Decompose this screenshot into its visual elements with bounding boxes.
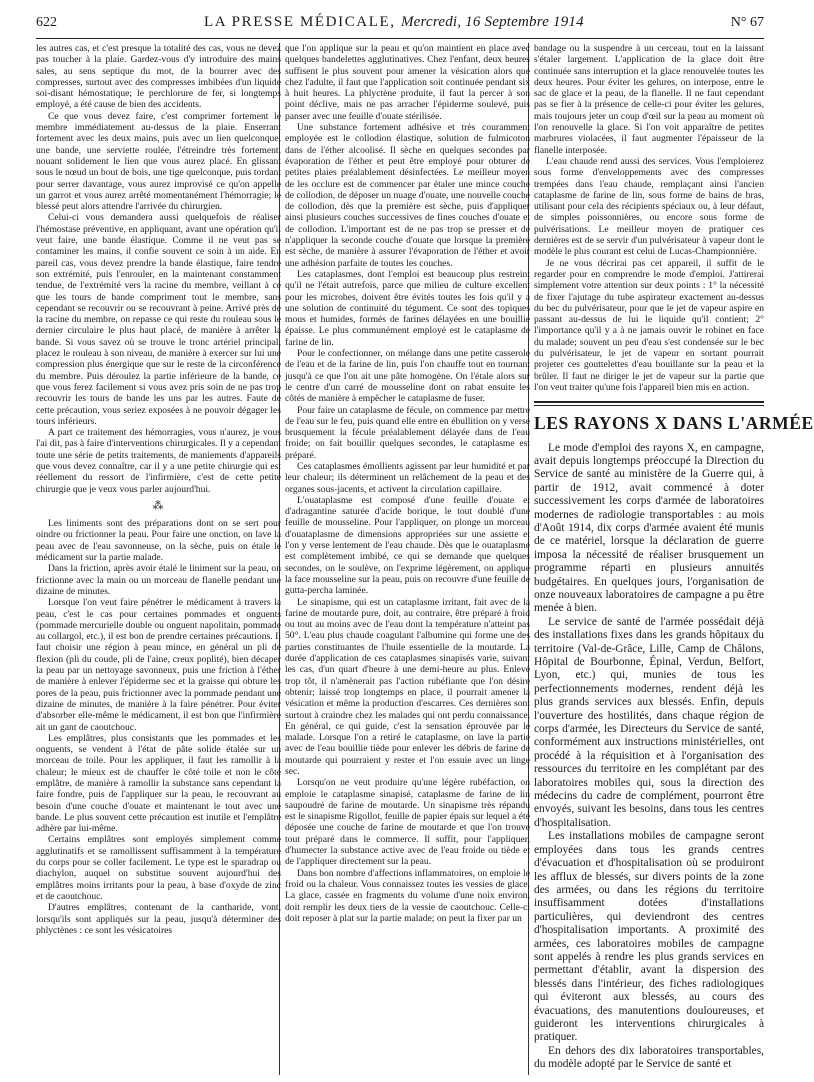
paragraph: Les cataplasmes, dont l'emploi est beaucoup plus restreint qu'il ne l'était autrefois, parce que milieu de culture excellent pour les microbes, doivent être évités toutes les fois qu'il y a une solution de continuité du tégument. Ce sont des topiques mous et humides, formés de farines délayées en une bouillie épaisse. Le plus communément employé est le cataplasme de farine de lin. <box>285 268 530 348</box>
article-body <box>534 442 764 1072</box>
header-rule <box>36 38 764 39</box>
paragraph: Lorsque l'on veut faire pénétrer le médicament à travers la peau, c'est le cas pour certaines pommades et onguents (pommade mercurielle double ou onguent napolitain, pommade au collargol, etc.), il est bon de prendre certaines précautions. Il faut choisir une région à peau mince, en général un pli de flexion (pli du coude, pli de l'aine, creux poplité), bien décaper la peau par un nettoyage savonneux, puis une friction à l'éther de manière à enlever l'épiderme sec et la graisse qui obture les pores de la peau, puis frictionner avec la pommade pendant une dizaine de minutes, de manière à la faire pénétrer. Pour éviter d'absorber elle-même le médicament, il est bon que l'infirmière ait un gant de caoutchouc. <box>36 597 281 733</box>
masthead <box>204 14 584 31</box>
paragraph: Le sinapisme, qui est un cataplasme irritant, fait avec de la farine de moutarde pure, doit, au contraire, être préparé à froid ou tout au moins avec de l'eau dont la température n'atteint pas 50°. L'eau plus chaude coagulant l'albumine qui forme une des parties constituantes de l'huile essentielle de la moutarde. La durée d'application de ces cataplasmes sinapisés varie, suivant les cas, d'un quart d'heure à une demi-heure au plus. Enlevé trop tôt, il n'amènerait pas l'action rubéfiante que l'on désire obtenir; laissé trop longtemps en place, il pourrait amener la vésication et même la production d'escarres. Ces dernières sont surtout à craindre chez les malades qui ont perdu connaissance. En général, ce qui guide, c'est la sensation éprouvée par le malade. Lorsque l'on a retiré le cataplasme, on lave la partie avec de l'eau bouillie tiède pour enlever les débris de farine de moutarde qui pourraient y rester et l'on essuie avec un linge sec. <box>285 596 530 777</box>
paragraph: Pour faire un cataplasme de fécule, on commence par mettre de l'eau sur le feu, puis quand elle entre en ébullition on y verse brusquement la fécule préalablement délayée dans de l'eau froide; on fait bouillir quelques secondes, le cataplasme est préparé. <box>285 404 530 461</box>
paragraph: En dehors des dix laboratoires transportables, du modèle adopté par le Service de santé et <box>534 1044 764 1071</box>
paragraph: les autres cas, et c'est presque la totalité des cas, vous ne devez pas toucher à la plaie. Gardez-vous d'y introduire des mains sales, au sens septique du mot, de la bourrer avec des compresses, surtout avec des compresses imbibées d'un liquide soi-disant hémostatique; le perchlorure de fer, si longtemps employé, a été cause de bien des accidents. <box>36 43 281 111</box>
paragraph: Une substance fortement adhésive et très couramment employée est le collodion élastique, solution de fulmicoton dans de l'éther alcoolisé. Il sèche en quelques secondes par évaporation de l'éther et peut être employé pour obturer de petites plaies préalablement désinfectées. Le meilleur moyen de les occlure est de commencer par étaler une mince couche de collodion, de déposer un nuage d'ouate, une nouvelle couche de collodion, dès que la première est sèche, puis d'appliquer ainsi plusieurs couches successives de fines couches d'ouate et de collodion. L'important est de ne pas trop se presser et de n'appliquer la seconde couche d'ouate que lorsque la première est sèche, de manière à assurer l'évaporation de l'éther et avoir une adhésion parfaite de toutes les couches. <box>285 122 530 269</box>
paragraph: Le service de santé de l'armée possédait déjà des installations fixes dans les grands hôpitaux du territoire (Val-de-Grâce, Lille, Camp de Châlons, Hôpital de Bourbonne, Épinal, Verdun, Belfort, Lyon, etc.) qui, munies de tous les perfectionnements modernes, rendent déjà les plus grands services aux blessés. Enfin, depuis l'ouverture des hostilités, dans chaque région de corps d'armée, les Directeurs du Service de santé, conformément aux instructions ministérielles, ont procédé à la réquisition et à l'organisation des ressources du territoire en les complétant par des laboratoires mobiles qui, sous la direction des médecins du cadre de complément, pourront être envoyés, suivant les besoins, dans tous les centres d'hospitalisation. <box>534 615 764 829</box>
paragraph: Dans bon nombre d'affections inflammatoires, on emploie le froid ou la chaleur. Vous connaissez toutes les vessies de glace. La glace, cassée en fragments du volume d'une noix environ, doit remplir les deux tiers de la vessie de caoutchouc. Celle-ci doit reposer à plat sur la partie malade; on peut la fixer par un <box>285 867 530 924</box>
journal-title: LA PRESSE MÉDICALE, <box>203 14 396 30</box>
paragraph: Le mode d'emploi des rayons X, en campagne, avait depuis longtemps préoccupé la Direction du Service de santé au ministère de la Guerre qui, à partir de 1912, avait commencé à doter successivement les corps d'armée de laboratoires modernes de radiologie transportables : au mois d'Août 1914, dix corps d'armée avaient été munis de ce matériel, lorsque la déclaration de guerre imposa la nécessité de réaliser brusquement un programme réparti en plusieurs annuités budgétaires. En quelques jours, l'organisation de onze nouveaux laboratoires de campagne a pu être menée à bien. <box>534 441 764 615</box>
issue-number: N° 67 <box>730 15 764 30</box>
page-number: 622 <box>36 15 57 30</box>
paragraph: A part ce traitement des hémorragies, vous n'aurez, je vous l'ai dit, pas à faire d'interventions chirurgicales. Il y a cependant toute une série de petits traitements, de maniements d'appareils que vous devez connaître, car il y a une petite chirurgie qui est réellement du ressort de l'infirmière, c'est de cette petite chirurgie que je veux vous parler aujourd'hui. <box>36 427 281 495</box>
paragraph: Celui-ci vous demandera aussi quelquefois de réaliser l'hémostase préventive, en appliquant, avant une opération qu'il veut faire, une bande élastique. Comme il ne veut pas se contaminer les mains, il confie souvent ce soin à un aide. En pareil cas, vous devez prendre la bande élastique, faire tendre son extrémité, puis l'enrouler, en la maintenant constamment tendue, de l'extrémité vers la racine du membre, veillant à ce que les tours de bande compriment tout le membre, sans cependant se recouvrir ou se recouvrant à peine. Arrivé près de la racine du membre, on repasse ce qui reste du rouleau sous le dernier circulaire le plus haut placé, de manière à arrêter la bande. Si vous savez où se trouve le tronc artériel principal, placez le rouleau à son niveau, de manière à exercer sur lui une compression plus énergique que sur le reste de la circonférence du membre. Puis déroulez la partie inférieure de la bande, ce que vous ferez facilement si vous avez pris soin de ne pas trop recouvrir les tours de bande les uns par les autres. Faute de cette précaution, vous seriez exposées à ne pouvoir dégager les tours inférieurs. <box>36 212 281 427</box>
section-stars: ⁂ <box>152 499 165 512</box>
paragraph: Ces cataplasmes émollients agissent par leur humidité et par leur chaleur; ils déterminent un relâchement de la peau et des organes sous-jacents, et activent la circulation capillaire. <box>285 460 530 495</box>
paragraph: Les liniments sont des préparations dont on se sert pour oindre ou frictionner la peau. Pour faire une onction, on lave la peau avec de l'eau savonneuse, on la sèche, puis on étale le médicament sur la partie malade. <box>36 518 281 564</box>
paragraph: D'autres emplâtres, contenant de la cantharide, vont, lorsqu'ils sont appliqués sur la peau, jusqu'à déterminer des phlyctènes : ce sont les vésicatoires <box>36 902 281 936</box>
paragraph: Ce que vous devez faire, c'est comprimer fortement le membre immédiatement au-dessus de la plaie. Enserrant fortement avec les deux mains, puis avec un lien quelconque, une bande, une serviette roulée, l'étreindre très fortement, nouant solidement le lien que vous aurez placé. En glissant sous le nœud un bout de bois, une tige quelconque, puis tordant pour serrer davantage, vous aurez improvisé ce qu'on appelle un garrot et vous aurez arrêté momentanément l'hémorragie; le blessé peut alors attendre l'arrivée du chirurgien. <box>36 110 281 213</box>
article-title: LES RAYONS X DANS L'ARMÉE <box>534 413 814 434</box>
column-3 <box>534 43 814 1075</box>
column-1 <box>36 43 281 1075</box>
paragraph: Les emplâtres, plus consistants que les pommades et les onguents, se vendent à l'état de pâte solide étalée sur un morceau de toile. Pour les appliquer, il faut les ramollir à la chaleur; le mieux est de chauffer le côté toile et non le côté emplâtre, de manière à ramollir la substance sans cependant la faire fondre, puis de l'appliquer sur la peau, le recouvrant au besoin d'une couche d'ouate et maintenant le tout avec une bande. Le plus souvent cette précaution est inutile et l'emplâtre adhère par lui-même. <box>36 732 281 835</box>
paragraph: L'eau chaude rend aussi des services. Vous l'emploierez sous forme d'enveloppements avec des compresses trempées dans l'eau chaude, remplaçant ainsi l'ancien cataplasme de farine de lin, sous forme de bains de bras, utilisant pour cela des récipients spéciaux ou, à leur défaut, de simples poissonnières, ou encore sous forme de pulvérisations. Le meilleur moyen de pratiquer ces dernières est de se servir d'un pulvérisateur à vapeur dont le modèle le plus courant est celui de Lucas-Championnière. <box>534 155 764 258</box>
paragraph: Dans la friction, après avoir étalé le liniment sur la peau, on frictionne avec la main ou un morceau de flanelle pendant une dizaine de minutes. <box>36 563 281 597</box>
page-header <box>36 14 764 36</box>
paragraph: L'ouataplasme est composé d'une feuille d'ouate et d'adragantine saturée d'acide borique, le tout doublé d'une feuille de mousseline. Pour l'appliquer, on plonge un morceau d'ouataplasme de dimensions appropriées sur une assiette et l'on y verse lentement de l'eau chaude. Dès que le ouataplasme est complètement imbibé, ce qui se demande que quelques secondes, on le soulève, on l'exprime légèrement, on applique la face mousseline sur la peau, puis on recouvre d'une feuille de gutta-percha laminée. <box>285 494 530 597</box>
paragraph: que l'on applique sur la peau et qu'on maintient en place avec quelques bandelettes agglutinatives. Chez l'enfant, deux heures suffisent le plus souvent pour amener la vésication alors que chez l'adulte, il faut que l'application soit continuée pendant six à huit heures. La phlyctène produite, il faut la percer à son point déclive, mais ne pas arracher l'épiderme soulevé, puis panser avec une feuille d'ouate stérilisée. <box>285 43 530 122</box>
paragraph: Je ne vous décrirai pas cet appareil, il suffit de le regarder pour en comprendre le mode d'emploi. J'attirerai simplement votre attention sur deux points : 1° la nécessité de fixer l'ajutage du tube aspirateur exactement au-dessus du bec du pulvérisateur, pour que le jet de vapeur aspire en passant au-dessus de lui le liquide qu'il contient; 2° l'importance qu'il y a à ne jamais ouvrir le robinet en face du malade; souvent un peu d'eau s'est condensée sur le bec du pulvérisateur, le jet de vapeur en sortant pourrait projeter ces gouttelettes d'eau bouillante sur la peau et la brûler. Il faut ne diriger le jet de vapeur sur la partie que l'on veut traiter qu'une fois l'appareil bien mis en action. <box>534 257 764 393</box>
column-2 <box>285 43 530 1075</box>
paragraph: Pour le confectionner, on mélange dans une petite casserole de l'eau et de la farine de lin, puis l'on chauffe tout en tournant jusqu'à ce que l'on ait une pâte homogène. On l'étale alors sur le centre d'un carré de mousseline dont on rabat ensuite les côtés de manière à empêcher le cataplasme de fuser. <box>285 348 530 405</box>
paragraph: Les installations mobiles de campagne seront employées dans tous les grands centres d'évacuation et d'hospitalisation où se produiront les afflux de blessés, sur divers points de la zone des armées, ou dans les régions du territoire insuffisamment dotées d'installations particulières, qui deviendront des centres d'hospitalisation importants. A proximité des armées, ces laboratoires mobiles de campagne sont appelés à rendre les plus grands services en permettant d'établir, avant la dispersion des blessés dans l'intérieur, des fiches radiologiques qui éviteront aux blessés, au cours des évacuations, des manutentions douloureuses, et guideront les interventions chirurgicales à pratiquer. <box>534 830 764 1044</box>
paragraph: bandage ou la suspendre à un cerceau, tout en la laissant s'étaler largement. L'application de la glace doit être continuée sans interruption et la glace renouvelée toutes les deux heures. Pour éviter les gelures, on interpose, entre le sac de glace et la peau, de la flanelle. Il ne faut cependant pas se fier à la présence de celle-ci pour éviter les gelures, mais toujours jeter un coup d'œil sur la peau au moment où l'on renouvelle la glace. Si l'on voit apparaître de petites marbrures violacées, il faut augmenter l'épaisseur de la flanelle interposée. <box>534 43 764 156</box>
issue-date: Mercredi, 16 Septembre 1914 <box>400 14 584 30</box>
paragraph: Lorsqu'on ne veut produire qu'une légère rubéfaction, on emploie le cataplasme sinapisé, cataplasme de farine de lin saupoudré de farine de moutarde. Un sinapisme très répandu est le sinapisme Rigollot, feuille de papier épais sur lequel a été déposée une couche de farine de moutarde et que l'on trouve tout préparé dans le commerce. Il suffit, pour l'appliquer, d'humecter la substance active avec de l'eau froide ou tiède et de l'appliquer directement sur la peau. <box>285 777 530 868</box>
paragraph: Certains emplâtres sont employés simplement comme agglutinatifs et se ramollissent suffisamment à la température du corps pour se coller facilement. Le type est le sparadrap ou diachylon, auquel on substitue souvent aujourd'hui des emplâtres moins irritants pour la peau, à base d'oxyde de zinc et de caoutchouc. <box>36 834 281 902</box>
article-separator <box>534 401 764 406</box>
